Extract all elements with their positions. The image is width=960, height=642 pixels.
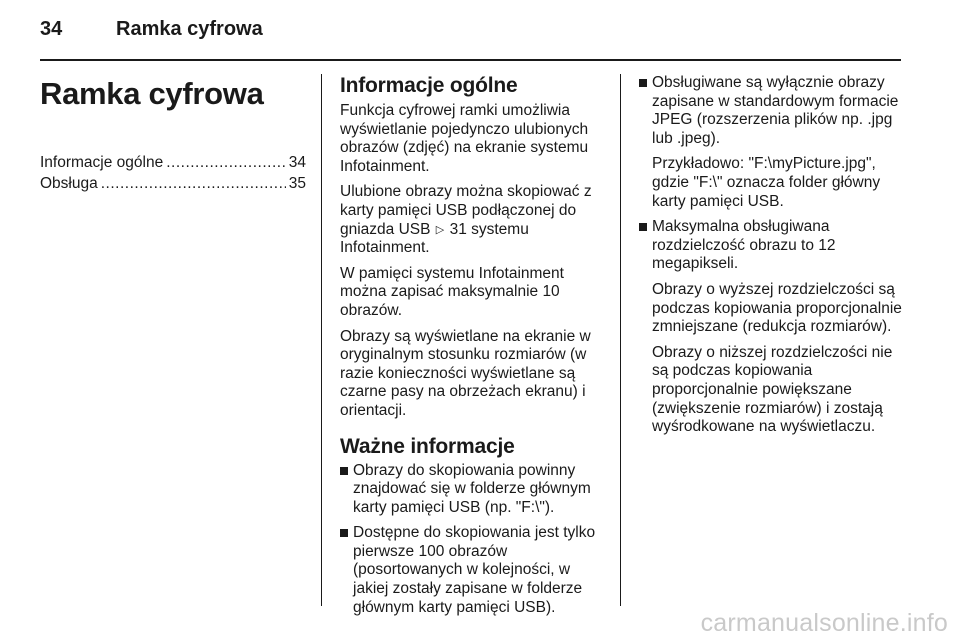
bullet-sub-paragraph: Obrazy o niższej rozdzielczości nie są podczas kopiowania proporcjonalnie powiększane (zwiększenie rozmiarów) i zostają wyśrodkowane na wyświetlaczu. (652, 343, 893, 436)
bullet-item (340, 524, 608, 617)
square-bullet-icon (639, 79, 647, 87)
toc-leader-dots (101, 175, 286, 194)
watermark: carmanualsonline.info (700, 609, 948, 637)
chapter-title: Ramka cyfrowa (40, 76, 264, 111)
bullet-text: Maksymalna obsługiwana rozdzielczość obrazu to 12 megapikseli. (652, 218, 836, 273)
column-divider (321, 74, 322, 606)
left-column (40, 74, 306, 196)
bullet-text: Dostępne do skopiowania jest tylko pierwsze 100 obrazów (posortowanych w kolejności, w jakiej zostały zapisane w folderze głównym karty pamięci USB). (353, 524, 596, 616)
page-number: 34 (40, 18, 63, 40)
right-column (639, 74, 905, 444)
bullet-text: Obsługiwane są wyłącznie obrazy zapisane w standardowym formacie JPEG (rozszerzenia plików np. .jpg lub .jpeg). (652, 74, 899, 147)
section-heading-general: Informacje ogólne (340, 74, 518, 97)
toc-entry[interactable] (40, 175, 306, 196)
bullet-item (340, 462, 608, 518)
toc-entry-page: 34 (288, 154, 306, 171)
toc-entry[interactable] (40, 154, 306, 175)
bullet-text: Obrazy do skopiowania powinny znajdować się w folderze głównym karty pamięci USB (np. "F:\"). (353, 461, 591, 516)
toc-entry-page: 35 (288, 175, 306, 192)
bullet-sub-paragraph: Przykładowo: "F:\myPicture.jpg", gdzie "F:\" oznacza folder główny karty pamięci USB. (652, 155, 881, 210)
toc-entry-label: Informacje ogólne (40, 154, 164, 171)
toc-entry-label: Obsługa (40, 175, 98, 192)
table-of-contents (40, 154, 306, 196)
page-header (40, 18, 263, 48)
paragraph: W pamięci systemu Infotainment można zapisać maksymalnie 10 obrazów. (340, 264, 564, 319)
paragraph-reference-link[interactable]: 31 systemu Infotainment. (340, 220, 529, 257)
paragraph-with-reference (340, 183, 608, 257)
header-rule (40, 59, 901, 61)
paragraph: Funkcja cyfrowej ramki umożliwia wyświetlanie pojedynczo ulubionych obrazów (zdjęć) na ekranie systemu Infotainment. (340, 102, 589, 175)
column-divider (620, 74, 621, 606)
toc-leader-dots (166, 154, 286, 173)
running-title: Ramka cyfrowa (116, 18, 263, 40)
square-bullet-icon (639, 223, 647, 231)
bullet-item (639, 74, 905, 148)
bullet-item (639, 218, 905, 274)
paragraph-text: Ulubione obrazy można skopiować z karty pamięci USB podłączonej do gniazda USB (340, 183, 592, 238)
square-bullet-icon (340, 467, 348, 475)
square-bullet-icon (340, 529, 348, 537)
reference-arrow-icon: ▷ (435, 223, 445, 236)
middle-column (340, 74, 608, 624)
paragraph: Obrazy są wyświetlane na ekranie w oryginalnym stosunku rozmiarów (w razie konieczności wyświetlane są czarne pasy na obrzeżach ekranu) i orientacji. (340, 327, 591, 419)
section-heading-important: Ważne informacje (340, 434, 515, 458)
bullet-sub-paragraph: Obrazy o wyższej rozdzielczości są podczas kopiowania proporcjonalnie zmniejszane (redukcja rozmiarów). (652, 280, 902, 336)
